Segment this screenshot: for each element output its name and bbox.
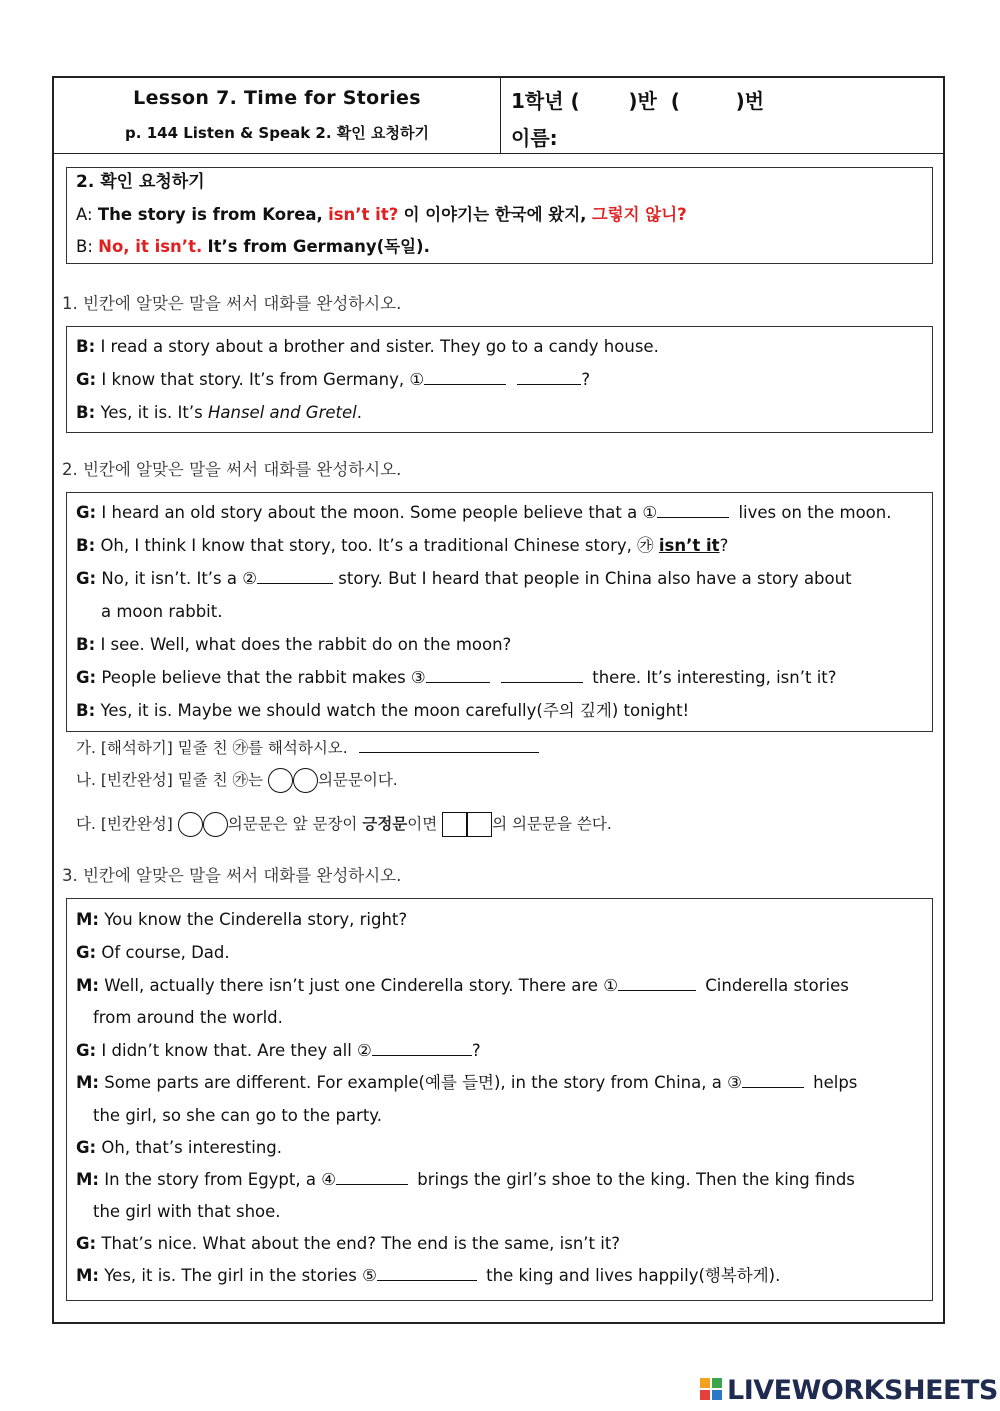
key-a-korean: 이 이야기는 한국에 왔지, [403,205,587,224]
q3-line-3-cont: from around the world. [93,1008,283,1027]
speaker-label: B: [76,536,96,555]
sub-question-text: 의문문이다. [317,771,398,789]
dialogue-text: I read a story about a brother and sister. They go to a candy house. [100,337,659,356]
speaker-label: B: [76,237,93,256]
q3-line-5 [76,1072,857,1094]
lesson-subtitle: p. 144 Listen & Speak 2. 확인 요청하기 [125,124,429,142]
speaker-label: M: [76,1073,100,1092]
dialogue-text: Some parts are different. For example(예를 들면), in the story from China, a ③ [104,1073,742,1092]
answer-blank-2-2[interactable] [257,568,333,584]
key-box-title: 2. 확인 요청하기 [76,172,205,192]
q2-line-1 [76,502,891,524]
q1-line-3 [76,402,362,424]
answer-blank-3-3[interactable] [742,1072,804,1088]
q2-line-3 [76,568,852,590]
key-b-text: It’s from Germany(독일). [207,237,430,256]
speaker-label: G: [76,668,97,687]
dialogue-text: Oh, I think I know that story, too. It’s a traditional Chinese story, ㉮ [100,536,654,555]
dialogue-text: Of course, Dad. [101,943,230,962]
brand-name: LIVEWORKSHEETS [727,1374,998,1406]
speaker-label: B: [76,403,96,422]
circle-blank[interactable] [178,812,203,837]
key-a-text: The story is from Korea, [97,205,323,224]
q2-line-6 [76,700,689,722]
sub-question-text: 나. [빈칸완성] 밑줄 친 ㉮는 [76,771,263,789]
speaker-label: B: [76,337,96,356]
sub-question-text: 의문문은 앞 문장이 [227,815,358,833]
q2-line-5 [76,667,837,689]
punctuation: . [356,403,362,422]
liveworksheets-logo[interactable] [700,1375,998,1405]
dialogue-text: the king and lives happily(행복하게). [486,1266,781,1285]
sub-question-text: 의 의문문을 쓴다. [492,815,612,833]
speaker-label: G: [76,503,97,522]
speaker-label: G: [76,569,97,588]
q3-prompt: 3. 빈칸에 알맞은 말을 써서 대화를 완성하시오. [62,866,402,885]
q3-line-7-cont: the girl with that shoe. [93,1202,281,1221]
key-expression-box [66,167,933,264]
dialogue-text: Yes, it is. Maybe we should watch the moon carefully(주의 깊게) tonight! [100,701,690,720]
q3-line-4 [76,1040,481,1062]
speaker-label: G: [76,1041,97,1060]
answer-blank-3-5[interactable] [377,1265,477,1281]
dialogue-text: You know the Cinderella story, right? [104,910,408,929]
q2-line-2 [76,535,728,557]
dialogue-text: story. But I heard that people in China also have a story about [338,569,852,588]
q1-line-2 [76,369,590,391]
q3-line-6 [76,1137,282,1159]
header [54,78,943,154]
circle-blank[interactable] [293,768,318,793]
q3-line-9 [76,1265,780,1287]
punctuation: ? [581,370,591,389]
q1-prompt: 1. 빈칸에 알맞은 말을 써서 대화를 완성하시오. [62,294,402,313]
q2-sub-b [76,768,398,793]
q3-line-8 [76,1233,620,1255]
dialogue-text: In the story from Egypt, a ④ [104,1170,337,1189]
header-left-cell [54,78,501,153]
dialogue-text: Yes, it is. The girl in the stories ⑤ [104,1266,377,1285]
key-a-tag: isn’t it? [328,205,399,224]
sub-question-text: 이면 [407,815,438,833]
speaker-label: B: [76,635,96,654]
sub-question-text: 다. [빈칸완성] [76,815,173,833]
dialogue-text: Oh, that’s interesting. [101,1138,282,1157]
q3-dialogue-box [66,898,933,1301]
square-blank[interactable] [442,812,467,837]
answer-blank-3-1[interactable] [618,975,696,991]
speaker-label: M: [76,976,100,995]
story-title: Hansel and Gretel [207,403,357,422]
q1-dialogue-box [66,326,933,433]
dialogue-text: No, it isn’t. It’s a ② [101,569,258,588]
q2-sub-a [76,736,539,758]
punctuation: ? [719,536,729,555]
answer-blank-1a[interactable] [424,369,506,385]
dialogue-text: That’s nice. What about the end? The end is the same, isn’t it? [101,1234,621,1253]
name-label: 이름: [511,126,558,150]
answer-blank-3-2[interactable] [372,1040,472,1056]
square-blank[interactable] [467,812,492,837]
q2-sub-c [76,812,612,837]
underlined-tag: isn’t it [658,536,720,555]
speaker-label: G: [76,943,97,962]
speaker-label: M: [76,1170,100,1189]
q2-prompt: 2. 빈칸에 알맞은 말을 써서 대화를 완성하시오. [62,460,402,479]
class-number-line: 1학년 ( )반 ( )번 [511,89,765,113]
q2-dialogue-box [66,492,933,732]
q2-line-4 [76,634,511,656]
dialogue-text: I know that story. It’s from Germany, ① [101,370,425,389]
q3-line-3 [76,975,849,997]
dialogue-text: I see. Well, what does the rabbit do on the moon? [100,635,512,654]
key-b-red: No, it isn’t. [98,237,203,256]
punctuation: ? [471,1041,481,1060]
dialogue-text: there. It’s interesting, isn’t it? [592,668,837,687]
dialogue-text: People believe that the rabbit makes ③ [101,668,426,687]
q3-line-5-cont: the girl, so she can go to the party. [93,1106,382,1125]
q3-line-1 [76,909,407,931]
speaker-label: G: [76,370,97,389]
dialogue-text: I heard an old story about the moon. Some people believe that a ① [101,503,658,522]
lesson-title: Lesson 7. Time for Stories [133,87,421,109]
key-line-a [76,204,687,226]
translation-blank[interactable] [359,737,539,753]
circle-blank[interactable] [203,812,228,837]
sub-question-text: 가. [해석하기] 밑줄 친 ㉮를 해석하시오. [76,739,348,757]
answer-blank-2-3a[interactable] [426,667,490,683]
speaker-label: M: [76,1266,100,1285]
key-a-korean-red: 그렇지 않니? [591,205,687,224]
speaker-label: G: [76,1138,97,1157]
speaker-label: B: [76,701,96,720]
bold-term: 긍정문 [362,815,408,833]
dialogue-text: Cinderella stories [705,976,849,995]
speaker-label: A: [76,205,93,224]
speaker-label: M: [76,910,100,929]
answer-blank-2-3b[interactable] [501,667,583,683]
dialogue-text: lives on the moon. [738,503,892,522]
answer-blank-1b[interactable] [517,369,581,385]
q3-line-2 [76,942,230,964]
circle-blank[interactable] [268,768,293,793]
answer-blank-2-1[interactable] [657,502,729,518]
answer-blank-3-4[interactable] [336,1169,408,1185]
q1-line-1 [76,336,659,358]
speaker-label: G: [76,1234,97,1253]
dialogue-text: Well, actually there isn’t just one Cinderella story. There are ① [104,976,618,995]
q3-line-7 [76,1169,855,1191]
logo-cubes-icon [700,1378,724,1402]
dialogue-text: Yes, it is. It’s [100,403,203,422]
dialogue-text: I didn’t know that. Are they all ② [101,1041,372,1060]
q2-line-3-cont: a moon rabbit. [101,602,223,621]
dialogue-text: brings the girl’s shoe to the king. Then the king finds [417,1170,855,1189]
key-line-b [76,236,430,258]
dialogue-text: helps [813,1073,858,1092]
